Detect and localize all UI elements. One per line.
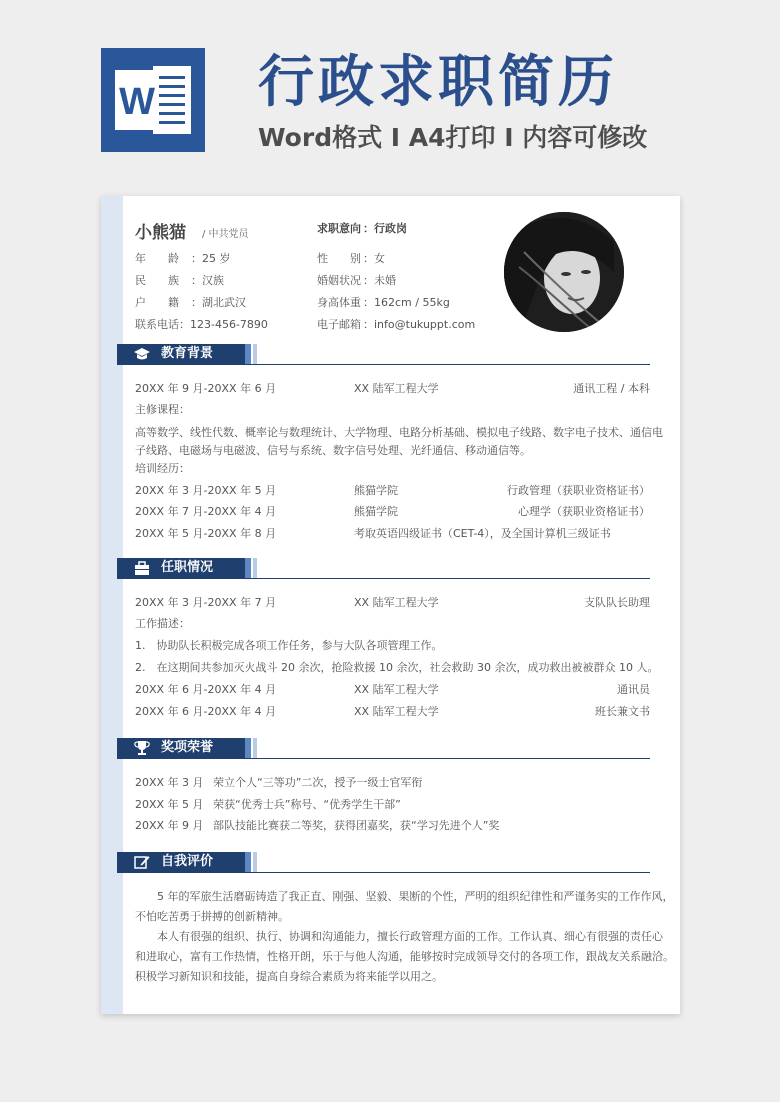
training-item-2: 心理学（获职业资格证书） xyxy=(518,505,650,518)
work-desc-2: 2. 在这期间共参加灭火战斗 20 余次，抢险救援 10 余次，社会救助 30 余次，成功救出被被群众 10 人。 xyxy=(135,661,659,674)
age-label: 年 龄 xyxy=(135,252,179,265)
training-label: 培训经历： xyxy=(135,462,190,475)
section-self-title: 自我评价 xyxy=(161,854,214,869)
work-desc-1: 1. 协助队长积极完成各项工作任务，参与大队各项管理工作。 xyxy=(135,639,443,652)
word-document-icon xyxy=(101,48,205,152)
training-org-3: 考取英语四级证书（CET-4），及全国计算机三级证书 xyxy=(354,527,611,540)
award-date-1: 20XX 年 3 月 xyxy=(135,776,204,789)
section-work-title: 任职情况 xyxy=(161,560,214,575)
ethnicity-value: ：汉族 xyxy=(191,274,224,287)
self-line-4: 和进取心，富有工作热情，性格开朗，乐于与他人沟通，能够按时完成领导交付的各项工作，跟战友关系融洽。 xyxy=(135,950,674,963)
graduation-cap-icon xyxy=(133,346,151,362)
courses-line-1: 高等数学、线性代数、概率论与数理统计、大学物理、电路分析基础、模拟电子线路、数字电子技术、通信电 xyxy=(135,426,663,439)
edu-school: XX 陆军工程大学 xyxy=(354,382,439,395)
gender-value: ：女 xyxy=(363,252,385,265)
profile-photo xyxy=(504,212,624,332)
award-text-3: 部队技能比赛获二等奖，获得团嘉奖，获“学习先进个人”奖 xyxy=(213,819,500,832)
party-affiliation: / 中共党员 xyxy=(202,229,249,240)
award-text-1: 荣立个人“三等功”二次，授予一级士官军衔 xyxy=(213,776,423,789)
work-role-1: 支队队长助理 xyxy=(584,596,650,609)
gender-label: 性 别 xyxy=(317,252,361,265)
resume-page xyxy=(101,196,680,1014)
email-value: ：info@tukuppt.com xyxy=(363,318,476,331)
job-intent-value: ：行政岗 xyxy=(363,222,407,235)
edit-icon xyxy=(133,854,151,870)
courses-label: 主修课程： xyxy=(135,403,190,416)
edu-date: 20XX 年 9 月-20XX 年 6 月 xyxy=(135,382,277,395)
self-line-5: 积极学习新知识和技能，提高自身综合素质为将来能学以用之。 xyxy=(135,970,443,983)
work-role-2: 通讯员 xyxy=(617,683,650,696)
award-date-2: 20XX 年 5 月 xyxy=(135,798,204,811)
work-date-1: 20XX 年 3 月-20XX 年 7 月 xyxy=(135,596,277,609)
work-org-3: XX 陆军工程大学 xyxy=(354,705,439,718)
hukou-value: ：湖北武汉 xyxy=(191,296,246,309)
phone-value: ：123-456-7890 xyxy=(179,318,268,331)
work-role-3: 班长兼文书 xyxy=(595,705,650,718)
side-strip xyxy=(101,196,123,1014)
age-value: ：25 岁 xyxy=(191,252,231,265)
candidate-name: 小熊猫 xyxy=(135,223,186,243)
word-icon-letter: W xyxy=(119,81,155,123)
job-intent-label: 求职意向 xyxy=(317,222,361,235)
award-date-3: 20XX 年 9 月 xyxy=(135,819,204,832)
section-education-title: 教育背景 xyxy=(161,346,214,361)
training-date-2: 20XX 年 7 月-20XX 年 4 月 xyxy=(135,505,277,518)
training-org-1: 熊猫学院 xyxy=(354,484,398,497)
training-date-3: 20XX 年 5 月-20XX 年 8 月 xyxy=(135,527,277,540)
hero-title: 行政求职简历 xyxy=(258,50,618,115)
briefcase-icon xyxy=(133,560,151,576)
height-weight-value: ：162cm / 55kg xyxy=(363,296,450,309)
work-desc-label: 工作描述： xyxy=(135,617,190,630)
phone-label: 联系电话 xyxy=(135,318,179,331)
hukou-label: 户 籍 xyxy=(135,296,179,309)
training-date-1: 20XX 年 3 月-20XX 年 5 月 xyxy=(135,484,277,497)
courses-line-2: 子线路、电磁场与电磁波、信号与系统、数字信号处理、光纤通信、移动通信等。 xyxy=(135,444,531,457)
email-label: 电子邮箱 xyxy=(317,318,361,331)
height-weight-label: 身高体重 xyxy=(317,296,361,309)
work-date-2: 20XX 年 6 月-20XX 年 4 月 xyxy=(135,683,277,696)
self-line-2: 不怕吃苦勇于拼搏的创新精神。 xyxy=(135,910,289,923)
marital-label: 婚姻状况 xyxy=(317,274,361,287)
marital-value: ：未婚 xyxy=(363,274,396,287)
work-org-2: XX 陆军工程大学 xyxy=(354,683,439,696)
work-org-1: XX 陆军工程大学 xyxy=(354,596,439,609)
work-date-3: 20XX 年 6 月-20XX 年 4 月 xyxy=(135,705,277,718)
hero-subtitle: Word格式 I A4打印 I 内容可修改 xyxy=(258,123,648,152)
ethnicity-label: 民 族 xyxy=(135,274,179,287)
self-line-1: 5 年的军旅生活磨砺铸造了我正直、刚强、坚毅、果断的个性，严明的组织纪律性和严谨务实的工作作风， xyxy=(157,890,674,903)
self-line-3: 本人有很强的组织、执行、协调和沟通能力，擅长行政管理方面的工作。工作认真、细心有很强的责任心 xyxy=(157,930,663,943)
training-org-2: 熊猫学院 xyxy=(354,505,398,518)
section-awards-title: 奖项荣誉 xyxy=(161,740,214,755)
training-item-1: 行政管理（获职业资格证书） xyxy=(507,484,650,497)
edu-major: 通讯工程 / 本科 xyxy=(573,382,650,395)
trophy-icon xyxy=(133,740,151,756)
award-text-2: 荣获“优秀士兵”称号、“优秀学生干部” xyxy=(213,798,401,811)
